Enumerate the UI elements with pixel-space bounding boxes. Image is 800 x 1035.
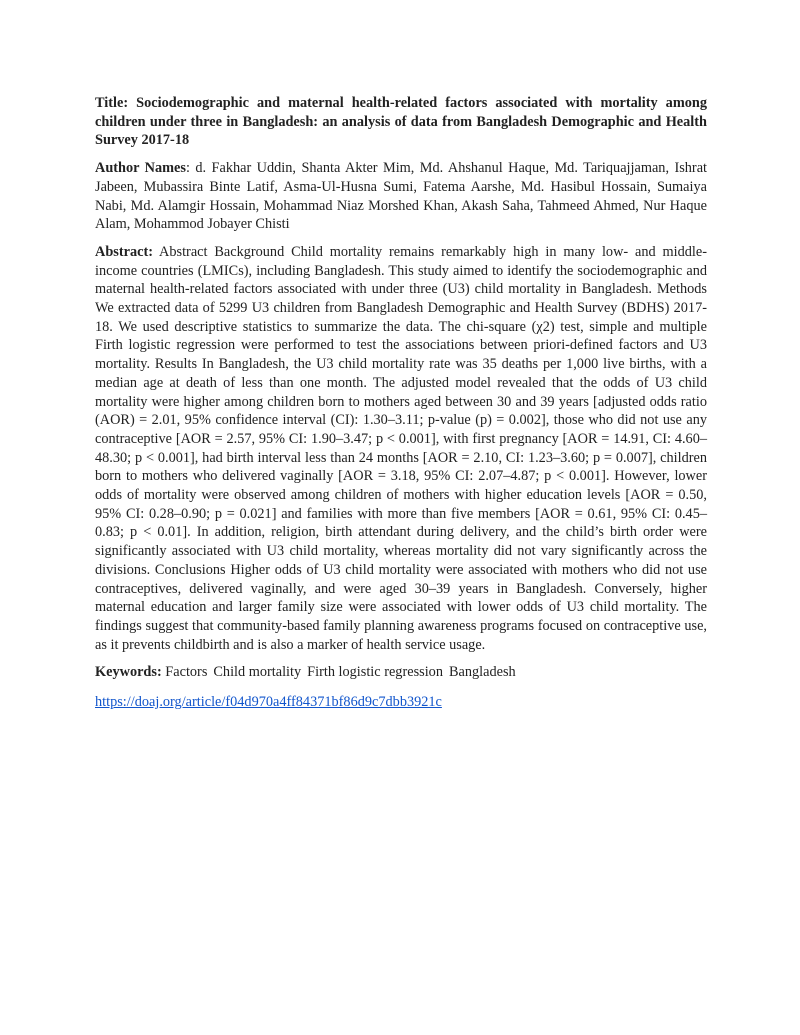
document-page bbox=[95, 94, 707, 712]
author-names: : d. Fakhar Uddin, Shanta Akter Mim, Md. Ahshanul Haque, Md. Tariquajjaman, Ishrat Jabeen, Mubassira Binte Latif, Asma-Ul-Husna Sumi, Fatema Aarshe, Md. Hasibul Hossain, Sumaiya Nabi, Md. Alamgir Hossain, Mohammad Niaz Morshed Khan, Akash Saha, Tahmeed Ahmed, Nur Haque Alam, Mohammod Jobayer Chisti bbox=[95, 160, 708, 233]
keyword-item: Factors bbox=[165, 664, 208, 681]
title-label: Title: bbox=[95, 95, 129, 111]
article-link[interactable]: https://doaj.org/article/f04d970a4ff84371bf86d9c7dbb3921c bbox=[95, 694, 442, 711]
abstract-block bbox=[95, 243, 707, 654]
title-block bbox=[95, 94, 707, 150]
paper-title: Sociodemographic and maternal health-related factors associated with mortality among children under three in Bangladesh: an analysis of data from Bangladesh Demographic and Health Survey 2017-18 bbox=[95, 95, 707, 149]
keywords-block bbox=[95, 663, 707, 682]
abstract-label: Abstract: bbox=[95, 243, 153, 260]
authors-label: Author Names bbox=[95, 160, 186, 177]
keyword-item: Firth logistic regression bbox=[307, 664, 443, 681]
keyword-item: Child mortality bbox=[213, 664, 302, 681]
keyword-item: Bangladesh bbox=[448, 664, 516, 681]
keywords-label: Keywords: bbox=[95, 664, 162, 681]
abstract-text: Abstract Background Child mortality remains remarkably high in many low- and middle-income countries (LMICs), including Bangladesh. This study aimed to identify the sociodemographic and maternal health-related factors associated with under three (U3) child mortality in Bangladesh. Methods We extracted data of 5299 U3 children from Bangladesh Demographic and Health Survey (BDHS) 2017-18. We used descriptive statistics to summarize the data. The chi-square (χ2) test, simple and multiple Firth logistic regression were performed to test the associations between priori-defined factors and U3 mortality. Results In Bangladesh, the U3 child mortality rate was 35 deaths per 1,000 live births, with a median age at death of less than one month. The adjusted model revealed that the odds of U3 child mortality were higher among children born to mothers aged between 30 and 39 years [adjusted odds ratio (AOR) = 2.01, 95% confidence interval (CI): 1.30–3.11; p-value (p) = 0.002], those who did not use any contraceptive [AOR = 2.57, 95% CI: 1.90–3.47; p < 0.001], with first pregnancy [AOR = 14.91, CI: 4.60–48.30; p < 0.001], had birth interval less than 24 months [AOR = 2.10, CI: 1.23–3.60; p = 0.007], children born to mothers who delivered vaginally [AOR = 3.18, 95% CI: 2.07–4.87; p < 0.001]. However, lower odds of mortality were observed among children of mothers with higher education levels [AOR = 0.50, 95% CI: 0.28–0.90; p = 0.021] and families with more than five members [AOR = 0.61, 95% CI: 0.45–0.83; p < 0.01]. In addition, religion, birth attendant during delivery, and the child’s birth order were significantly associated with U3 child mortality, whereas mortality did not vary significantly across the divisions. Conclusions Higher odds of U3 child mortality were associated with mothers who did not use contraceptives, delivered vaginally, and were aged 30–39 years in Bangladesh. Conversely, higher maternal education and larger family size were associated with lower odds of U3 child mortality. The findings suggest that community-based family planning awareness programs focused on contraceptive use, as it prevents childbirth and is also a marker of health service usage. bbox=[95, 243, 707, 653]
authors-block bbox=[95, 159, 707, 234]
